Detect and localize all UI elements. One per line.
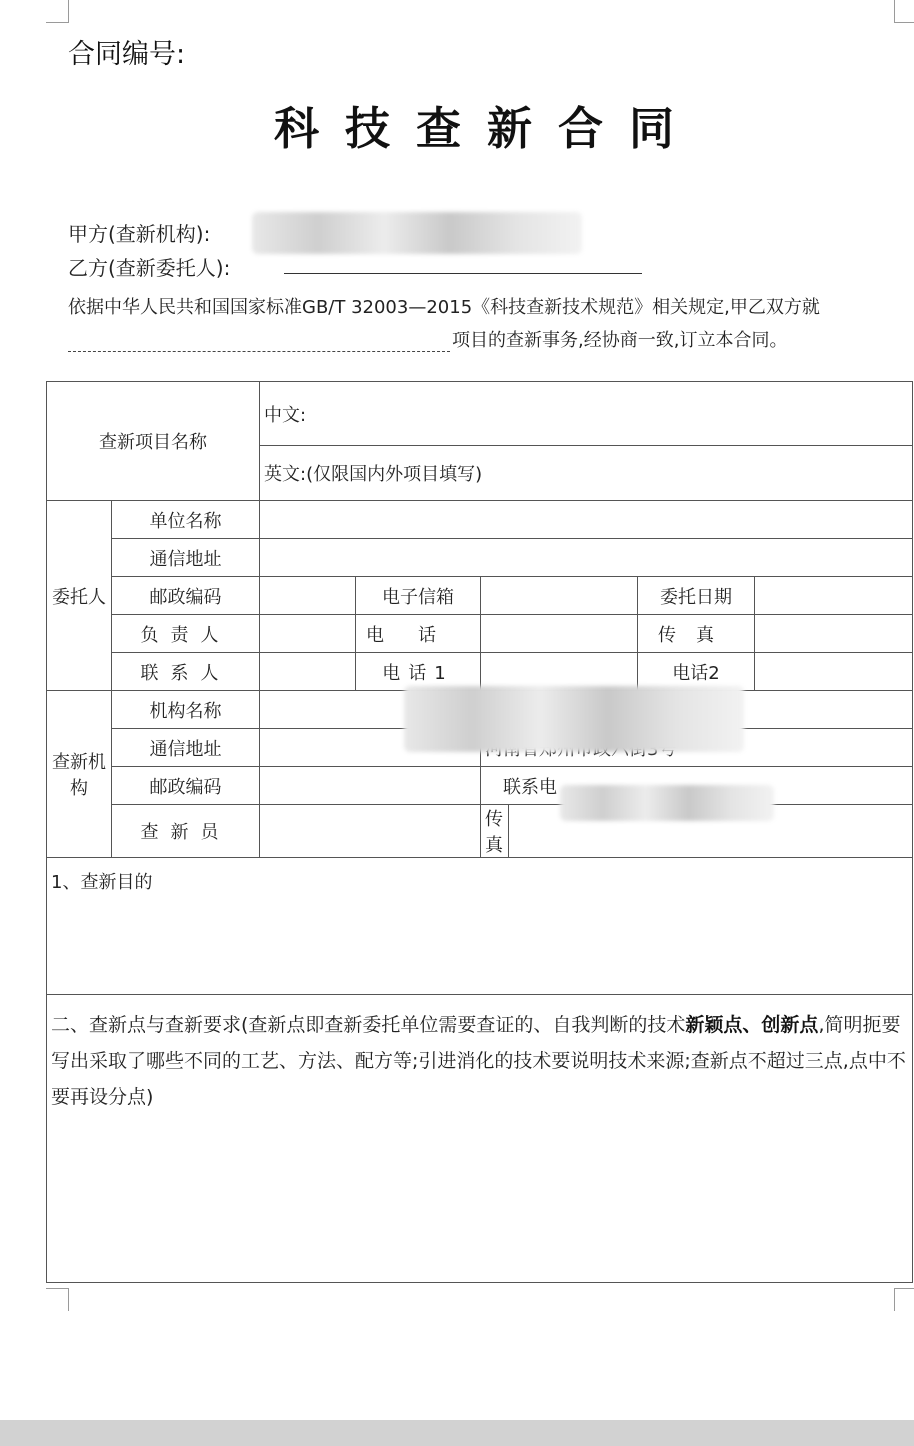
client-phone-field[interactable] (481, 615, 638, 653)
party-b-label: 乙方(查新委托人): (68, 256, 231, 280)
client-phone1-field[interactable] (481, 653, 638, 691)
client-address-field[interactable] (260, 539, 913, 577)
client-unit-name-field[interactable] (260, 501, 913, 539)
intro-line-2 (68, 326, 787, 352)
client-date-field[interactable] (755, 577, 913, 615)
client-address-label: 通信地址 (112, 539, 260, 577)
redacted-party-a-name (252, 212, 582, 254)
agency-examiner-field[interactable] (260, 805, 481, 858)
intro-line-1: 依据中华人民共和国国家标准GB/T 32003—2015《科技查新技术规范》相关规定,甲乙双方就 (68, 297, 820, 318)
agency-contact-phone-label: 联系电 (481, 767, 913, 805)
agency-postcode-label: 邮政编码 (112, 767, 260, 805)
crop-mark-top-right (894, 0, 914, 23)
client-contact-field[interactable] (260, 653, 356, 691)
client-postcode-label: 邮政编码 (112, 577, 260, 615)
contract-form-table (46, 381, 913, 1283)
client-responsible-field[interactable] (260, 615, 356, 653)
page-title: 科技查新合同 (273, 102, 700, 155)
party-a-label: 甲方(查新机构): (68, 222, 211, 246)
client-email-field[interactable] (481, 577, 638, 615)
agency-name-label: 机构名称 (112, 691, 260, 729)
agency-examiner-label: 查新员 (112, 805, 260, 858)
client-fax-field[interactable] (755, 615, 913, 653)
client-group-label: 委托人 (47, 501, 112, 691)
client-responsible-label: 负责人 (112, 615, 260, 653)
redacted-agency-name (404, 686, 744, 752)
purpose-label: 1、查新目的 (51, 872, 153, 893)
project-name-english[interactable]: 英文:(仅限国内外项目填写) (260, 446, 913, 501)
client-date-label: 委托日期 (638, 577, 755, 615)
client-phone2-field[interactable] (755, 653, 913, 691)
novelty-points-rest: ,简明扼要写出采取了哪些不同的工艺、方法、配方等;引进消化的技术要说明技术来源;查新点不超过三点,点中不要再设分点) (51, 1014, 906, 1108)
agency-group-label: 查新机构 (47, 691, 112, 858)
client-phone2-label: 电话2 (638, 653, 755, 691)
crop-mark-top-left (46, 0, 69, 23)
page-bottom-bar (0, 1420, 914, 1446)
redacted-contact-phone (560, 785, 774, 821)
novelty-points-section[interactable] (47, 995, 913, 1283)
project-name-label: 查新项目名称 (47, 382, 260, 501)
client-postcode-field[interactable] (260, 577, 356, 615)
novelty-points-prefix: 二、查新点与查新要求(查新点即查新委托单位需要查证的、自我判断的技术 (51, 1014, 686, 1036)
crop-mark-bottom-left (46, 1288, 69, 1311)
agency-postcode-field[interactable] (260, 767, 481, 805)
client-phone-label: 电话 (356, 615, 481, 653)
novelty-points-bold: 新颖点、创新点 (685, 1014, 819, 1036)
client-contact-label: 联系人 (112, 653, 260, 691)
purpose-section[interactable] (47, 858, 913, 995)
agency-fax-label: 传真 (481, 805, 509, 858)
client-phone1-label: 电话1 (356, 653, 481, 691)
crop-mark-bottom-right (894, 1288, 914, 1311)
project-name-chinese[interactable]: 中文: (260, 382, 913, 446)
contract-number-label: 合同编号: (68, 39, 186, 70)
agency-address-label: 通信地址 (112, 729, 260, 767)
client-fax-label: 传真 (638, 615, 755, 653)
client-unit-name-label: 单位名称 (112, 501, 260, 539)
client-email-label: 电子信箱 (356, 577, 481, 615)
intro-line-2-suffix: 项目的查新事务,经协商一致,订立本合同。 (452, 330, 788, 351)
project-fill-blank[interactable] (68, 333, 450, 352)
party-b-fill-line[interactable] (284, 273, 642, 274)
